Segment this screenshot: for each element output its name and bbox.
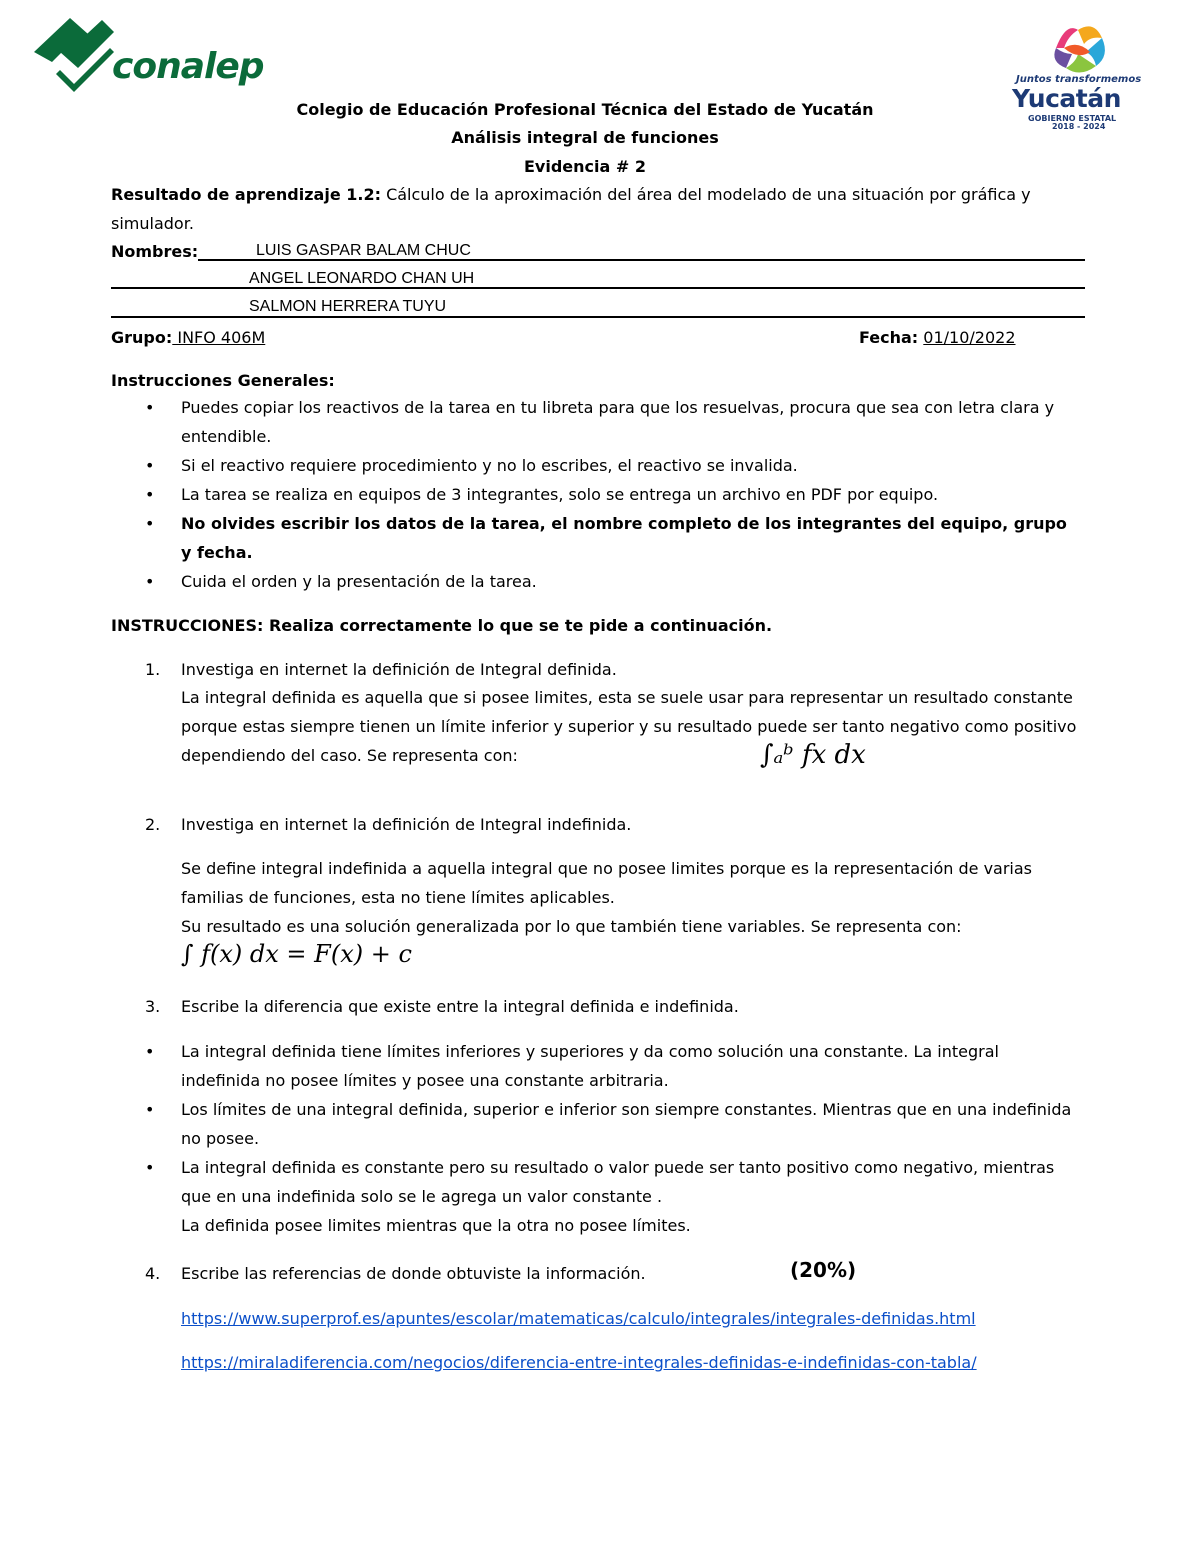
date-label: Fecha: bbox=[859, 328, 919, 347]
date-value: 01/10/2022 bbox=[923, 328, 1016, 347]
q3-number: 3. bbox=[145, 997, 161, 1016]
q1-answer bbox=[181, 683, 1081, 770]
instructions-title: INSTRUCCIONES: Realiza correctamente lo que se te pide a continuación. bbox=[111, 616, 773, 635]
q1-question: Investiga en internet la definición de Integral definida. bbox=[181, 660, 617, 679]
q2-answer-2: Su resultado es una solución generalizada por lo que también tiene variables. Se representa con: bbox=[181, 917, 962, 936]
q3-item-4: La definida posee limites mientras que la otra no posee límites. bbox=[181, 1216, 691, 1235]
general-item-2: Si el reactivo requiere procedimiento y no lo escribes, el reactivo se invalida. bbox=[181, 456, 798, 475]
institution-title: Colegio de Educación Profesional Técnica del Estado de Yucatán bbox=[296, 100, 874, 119]
q1-formula: ∫ₐᵇ fx dx bbox=[760, 740, 866, 770]
bullet-icon: • bbox=[145, 456, 155, 475]
conalep-logo bbox=[30, 12, 264, 96]
name-2: ANGEL LEONARDO CHAN UH bbox=[249, 270, 475, 287]
names-label: Nombres: bbox=[111, 242, 199, 261]
bullet-icon: • bbox=[145, 1158, 155, 1177]
yucatan-tagline: Juntos transformemos bbox=[1016, 74, 1142, 85]
general-instructions-title: Instrucciones Generales: bbox=[111, 371, 335, 390]
bullet-icon: • bbox=[145, 1042, 155, 1061]
learning-result bbox=[111, 185, 1031, 204]
q3-question: Escribe la diferencia que existe entre la integral definida e indefinida. bbox=[181, 997, 739, 1016]
learning-result-text: Cálculo de la aproximación del área del modelado de una situación por gráfica y bbox=[380, 185, 1031, 204]
name-1: LUIS GASPAR BALAM CHUC bbox=[256, 242, 471, 259]
date-row bbox=[859, 328, 1016, 347]
q4-weight: (20%) bbox=[790, 1258, 857, 1282]
q2-number: 2. bbox=[145, 815, 161, 834]
q3-item-3: La integral definida es constante pero su resultado o valor puede ser tanto positivo como negativo, mientras que en una indefinida solo se le agrega un valor constante . bbox=[181, 1158, 1055, 1206]
q3-item-2: Los límites de una integral definida, superior e inferior son siempre constantes. Mientras que en una indefinida no posee. bbox=[181, 1100, 1072, 1148]
q4-number: 4. bbox=[145, 1264, 161, 1283]
bullet-icon: • bbox=[145, 1100, 155, 1119]
yucatan-gov: GOBIERNO ESTATAL bbox=[1028, 114, 1117, 123]
general-item-5: Cuida el orden y la presentación de la tarea. bbox=[181, 572, 537, 591]
general-item-1: Puedes copiar los reactivos de la tarea en tu libreta para que los resuelvas, procura que sea con letra clara y entendible. bbox=[181, 398, 1055, 446]
yucatan-name: Yucatán bbox=[1012, 84, 1121, 113]
q2-question: Investiga en internet la definición de Integral indefinida. bbox=[181, 815, 632, 834]
q1-answer-text: La integral definida es aquella que si posee limites, esta se suele usar para representar un resultado constante porque estas siempre tienen un límite inferior y superior y su resultado puede ser tanto negativo como positivo dependiendo del caso. Se representa con: bbox=[181, 688, 1077, 765]
name-underline-2 bbox=[111, 287, 1085, 289]
group-row bbox=[111, 328, 265, 347]
names-row bbox=[111, 242, 198, 261]
name-3: SALMON HERRERA TUYU bbox=[249, 298, 447, 315]
yucatan-years: 2018 - 2024 bbox=[1052, 122, 1106, 131]
bullet-icon: • bbox=[145, 398, 155, 417]
yucatan-emblem-icon bbox=[1006, 18, 1150, 78]
q2-answer-1: Se define integral indefinida a aquella integral que no posee limites porque es la representación de varias familias de funciones, esta no tiene límites aplicables. bbox=[181, 859, 1032, 907]
q1-number: 1. bbox=[145, 660, 161, 679]
bullet-icon: • bbox=[145, 572, 155, 591]
group-value: INFO 406M bbox=[172, 328, 266, 347]
subject-title: Análisis integral de funciones bbox=[451, 128, 719, 147]
evidence-title: Evidencia # 2 bbox=[524, 157, 646, 176]
name-underline-3 bbox=[111, 316, 1085, 318]
learning-result-label: Resultado de aprendizaje 1.2: bbox=[111, 185, 381, 204]
conalep-logo-text: conalep bbox=[112, 46, 264, 87]
reference-link-2[interactable]: https://miraladiferencia.com/negocios/diferencia-entre-integrales-definidas-e-indefinidas-con-tabla/ bbox=[181, 1353, 977, 1372]
q3-item-1: La integral definida tiene límites inferiores y superiores y da como solución una constante. La integral indefinida no posee límites y posee una constante arbitraria. bbox=[181, 1042, 999, 1090]
reference-link-1[interactable]: https://www.superprof.es/apuntes/escolar/matematicas/calculo/integrales/integrales-definidas.html bbox=[181, 1309, 976, 1328]
name-underline-1 bbox=[198, 259, 1085, 261]
bullet-icon: • bbox=[145, 514, 155, 533]
q2-formula: ∫ f(x) dx = F(x) + c bbox=[181, 940, 412, 968]
learning-result-cont: simulador. bbox=[111, 214, 194, 233]
bullet-icon: • bbox=[145, 485, 155, 504]
general-item-3: La tarea se realiza en equipos de 3 integrantes, solo se entrega un archivo en PDF por equipo. bbox=[181, 485, 939, 504]
general-item-4: No olvides escribir los datos de la tarea, el nombre completo de los integrantes del equipo, grupo y fecha. bbox=[181, 514, 1067, 562]
q4-question: Escribe las referencias de donde obtuviste la información. bbox=[181, 1264, 646, 1283]
group-label: Grupo: bbox=[111, 328, 173, 347]
